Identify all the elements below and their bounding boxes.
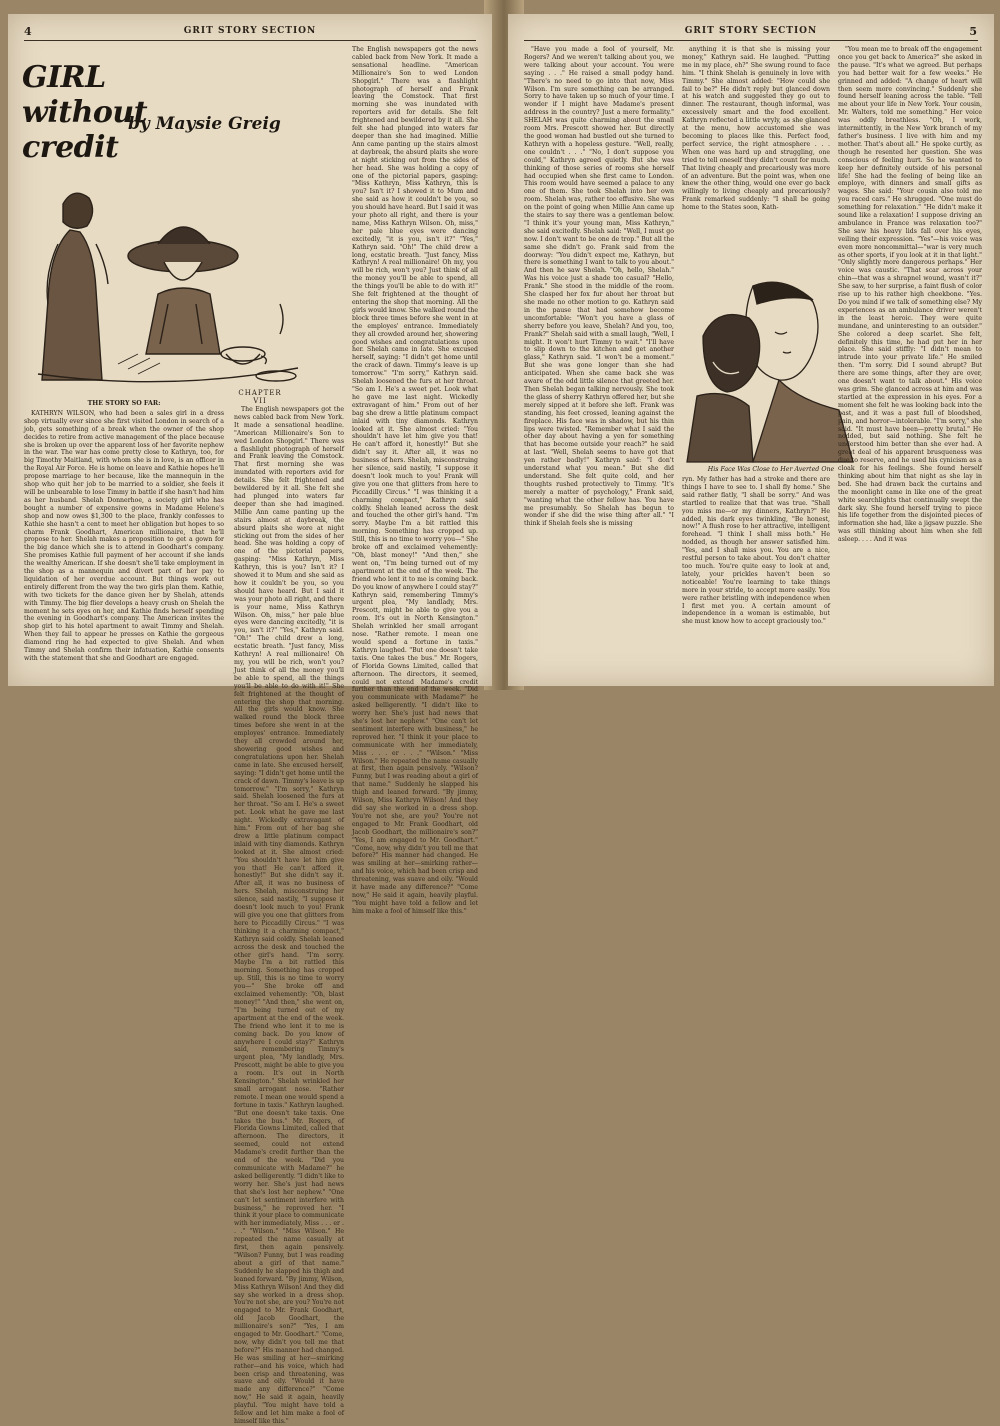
- text-column-left-a: [234, 406, 344, 1425]
- story-title: GIRL without credit: [22, 60, 148, 165]
- right-page-header: [524, 24, 978, 41]
- text-column-right-b: [682, 46, 830, 272]
- page-number: 4: [24, 25, 33, 38]
- story-so-far-column: [24, 398, 224, 680]
- story-illustration: [18, 144, 308, 402]
- couple-illustration: [683, 276, 853, 462]
- text-column-left-b: [352, 46, 478, 915]
- page-number: 5: [969, 25, 978, 38]
- story-text-continued: anything it is that she is missing your money," Kathryn said. He laughed. "Putting me in my place, eh?" She swung round to face him. "I think Shelah is genuinely in love with Timmy." She almost added: "How could she fail to be?" He didn't reply but glanced down at his watch and suggested they go out to dinner. The restaurant, though informal, was excessively smart and the food excellent. Kathryn reflected a little wryly, as she glanced at the menu, how accustomed she was becoming to places like this. Perfect food, perfect service, the right atmosphere . . . When one was hard up and struggling, one tried to tell oneself they didn't count for much. That living cheaply and precariously was more of an adventure. But the point was, when one knew the other thing, would one ever go back willingly to living cheaply and precariously? Frank remarked suddenly: "I shall be going home to the States soon, Kath-: [682, 46, 830, 212]
- chapter-heading: CHAPTER VII: [238, 389, 282, 405]
- story-so-far-heading: THE STORY SO FAR:: [87, 400, 161, 407]
- text-column-right-d: [838, 46, 982, 680]
- left-page-header: [24, 24, 476, 41]
- story-text-lower: ryn. My father has had a stroke and there are things I have to see to. I shall fly home." She said rather flatly, "I shall be sorry." And was startled to realize that that was true. "Shall you miss me—or my dinners, Kathryn?" He added, his dark eyes twinkling, "Be honest, now!" A flush rose to her attractive, intelligent forehead. "I think I shall miss both." He nodded, as though her answer satisfied him. "Yes, and I shall miss you. You are a nice, restful person to take about. You don't chatter too much. You're quite easy to look at and, lately, your prickles haven't been so noticeable! You're learning to take things more in your stride, to accept more easily. You were rather bristling with independence when I first met you. A certain amount of independence in a woman is estimable, but she must know how to accept graciously too.": [682, 476, 830, 626]
- story-text: "Have you made a fool of yourself, Mr. Rogers? And we weren't talking about you, we were talking about your account. You were saying . . ." He raised a small podgy hand. "There's no need to go into that now, Miss Wilson. I'm sure something can be arranged. Sorry to have taken up so much of your time. I wonder if I might have Madame's present address in the country? Just a mere formality." SHELAH was quite charming about the small room Mrs. Prescott showed her. But directly the good woman had bustled out she turned to Kathryn with a hopeless gesture. "Well, really, one couldn't . . ." "No, I don't suppose you could," Kathryn agreed quietly. But she was thinking of those series of rooms she herself had occupied when she first came to London. This room would have seemed a palace to any one of them. She took Shelah into her own room. Shelah was, rather too effusive. She was on the point of going when Millie Ann came up the stairs to say there was a gentleman below. "I think it's your young man, Miss Kathryn," she said excitedly. Shelah said: "Well, I must go now. I don't want to be one de trop." But all the same she didn't go. Frank said from the doorway: "You didn't expect me, Kathryn, but there is something I want to talk to you about." And then he saw Shelah. "Oh, hello, Shelah." Was his voice just a shade too casual? "Hello, Frank." She stood in the middle of the room. She clasped her fox fur about her throat but she made no other motion to go. Kathryn said in the pause that had somehow become uncomfortable: "Won't you have a glass of sherry before you leave, Shelah? And you, too, Frank?" Shelah said with a small laugh, "Well, I might. It won't hurt Timmy to wait." "I'll have to slip down to the kitchen and get another glass," Kathryn said. "I won't be a moment." But she was gone longer than she had anticipated. When she came back she was aware of the odd little silence that greeted her. Then Shelah began talking nervously. She took the glass of sherry Kathryn offered her, but she merely sipped at it before she left. Frank was standing, his feet crossed, leaning against the fireplace. His face was in shadow, but his thin lips were twisted. "Remember what I said the other day about having a yen for something that has become outside your reach?" he said at last. "Well, Shelah seems to have got that yen rather badly!" Kathryn said: "I don't understand what you mean." But she did understand. She felt quite cold, and her thoughts rushed protectively to Timmy. "It's merely a matter of psychology," Frank said, "wanting what the other fellow has. You have me presumably. So Shelah has begun to wonder if she did the wise thing after all." "I think if Shelah feels she is missing: [524, 46, 674, 528]
- story-text-final: "You mean me to break off the engagement once you get back to America?" she asked in the pause. "It's what we agreed. But perhaps you had better wait for a few weeks." He grinned and added: "A change of heart will then seem more convincing." Suddenly she found herself leaning across the table. "Tell me about your life in New York. Your cousin, Mr. Walters, told me something." Her voice was oddly breathless. "Oh, I work, intermittently, in the New York branch of my father's business. I live with him and my mother. That's about all." He spoke curtly, as though he resented her question. She was conscious of feeling hurt. So he wanted to keep her definitely outside of his personal life! She had the feeling of being like an employe, with dinners and small gifts as wages. She said: "Your cousin also told me you raced cars." He shrugged. "One must do something for relaxation." "He didn't make it sound like a relaxation! I suppose driving an ambulance in France was relaxation too?" She saw his heavy lids fall over his eyes, veiling their expression. "Yes"—his voice was even more noncommittal—"war is very much as other sports, if you look at it in that light." "Only slightly more dangerous perhaps." Her voice was caustic. "That scar across your chin—that was a shrapnel wound, wasn't it?" She saw, to her surprise, a faint flush of color rise up to his rather high cheekbone. "Yes. Do you mind if we talk of something else? My experiences as an ambulance driver weren't in the least heroic. They were quite mundane, and uninteresting to an outsider." She colored a deep scarlet. She felt, definitely this time, he had put her in her place. She said stiffly: "I didn't mean to intrude into your private life." He smiled then. "I'm sorry. Did I sound abrupt? But there are some things, after they are over, one doesn't want to talk about." His voice was grim. She glanced across at him and was startled at the expression in his eyes. For a moment she felt he was looking back into the past, and it was a past full of bloodshed, pain, and horror—intolerable. "I'm sorry," she said. "It must have been—pretty brutal." He nodded, but said nothing. She felt he understood him better than she ever had. A great deal of his apparent brusqueness was due to reserve, and he used his cynicism as a cloak for his feelings. She found herself thinking about him that night as she lay in bed. She had drawn back the curtains and the moonlight came in like one of the great white searchlights that continually swept the dark sky. She found herself trying to piece his life together from the disjointed pieces of information she had, like a jigsaw puzzle. She was still thinking about him when she fell asleep. . . . And it was: [838, 46, 982, 544]
- story-byline: by Maysie Greig: [128, 114, 281, 134]
- text-column-right-a: [524, 46, 674, 680]
- chapter-text: The English newspapers got the news cabled back from New York. It made a sensational headline. "American Millionaire's Son to wed London Shopgirl." There was a flashlight photograph of herself and Frank leaving the Comstock. That first morning she was inundated with reporters avid for details. She felt frightened and bewildered by it all. She felt she had plunged into waters far deeper than she had imagined. Millie Ann came panting up the stairs almost at daybreak, the absurd plaits she wore at night sticking out from the sides of her head. She was holding a copy of one of the pictorial papers, gasping: "Miss Kathryn, Miss Kathryn, this is you? Isn't it? I showed it to Mum and she said as how it couldn't be you, so you should have heard. But I said it was your photo all right, and there is your name, Miss Kathryn Wilson. Oh, miss," her pale blue eyes were dancing excitedly, "it is you, isn't it?" "Yes," Kathryn said. "Oh!" The child drew a long, ecstatic breath. "Just fancy, Miss Kathryn! A real millionaire! Oh my, you will be rich, won't you? Just think of all the money you'll be able to spend, all the things you'll be able to do with it!" She felt frightened at the thought of entering the shop that morning. All the girls would know. She walked round the block three times before she went in at the employes' entrance. Immediately they all crowded around her, showering good wishes and congratulations upon her. Shelah came in late. She excused herself, saying: "I didn't get home until the crack of dawn. Timmy's leave is up tomorrow." "I'm sorry," Kathryn said. Shelah loosened the furs at her throat. "So am I. He's a sweet pet. Look what he gave me last night. Wickedly extravagant of him." From out of her bag she drew a little platinum compact inlaid with tiny diamonds. Kathryn looked at it. She almost cried: "You shouldn't have let him give you that! He can't afford it, honestly!" But she didn't say it. After all, it was no business of hers. Shelah, misconstruing her silence, said nastily, "I suppose it doesn't look much to you! Frank will give you one that glitters from here to Piccadilly Circus." "I was thinking it a charming compact," Kathryn said coldly. Shelah leaned across the desk and touched the other girl's hand. "I'm sorry. Maybe I'm a bit rattled this morning. Something has cropped up. Still, this is no time to worry you—" She broke off and exclaimed vehemently: "Oh, blast money!" "And then," she went on, "I'm being turned out of my apartment at the end of the week. The friend who lent it to me is coming back. Do you know of anywhere I could stay?" Kathryn said, remembering Timmy's urgent plea, "My landlady, Mrs. Prescott, might be able to give you a room. It's out in North Kensington." Shelah wrinkled her small arrogant nose. "Rather remote. I mean one would spend a fortune in taxis." Kathryn laughed. "But one doesn't take taxis. One takes the bus." Mr. Rogers, of Florida Gowns Limited, called that afternoon. The directors, it seemed, could not extend Madame's credit further than the end of the week. "Did you communicate with Madame?" he asked belligerently. "I didn't like to worry her. She's just had news that she's lost her nephew." "One can't let sentiment interfere with business," he reproved her. "I think it your place to communicate with her immediately, Miss . . . er . . ." "Wilson." "Miss Wilson." He repeated the name casually at first, then again pensively. "Wilson? Funny, but I was reading about a girl of that name." Suddenly he slapped his thigh and leaned forward. "By jimmy, Wilson, Miss Kathryn Wilson! And they did say she worked in a dress shop. You're not she, are you? You're not engaged to Mr. Frank Goodhart, old Jacob Goodhart, the millionaire's son?" "Yes, I am engaged to Mr. Goodhart." "Come, now, why didn't you tell me that before?" His manner had changed. He was smiling at her—smirking rather—and his voice, which had been crisp and threatening, was suave and oily. "Would it have made any difference?" "Come now," He said it again, heavily playful. "You might have told a fellow and let him make a fool of himself like this.": [234, 406, 344, 1425]
- section-title: GRIT STORY SECTION: [684, 26, 818, 36]
- left-page: [8, 14, 492, 1425]
- right-page: [508, 14, 994, 686]
- chapter-text-continued: The English newspapers got the news cabled back from New York. It made a sensational headline. "American Millionaire's Son to wed London Shopgirl." There was a flashlight photograph of herself and Frank leaving the Comstock. That first morning she was inundated with reporters avid for details. She felt frightened and bewildered by it all. She felt she had plunged into waters far deeper than she had imagined. Millie Ann came panting up the stairs almost at daybreak, the absurd plaits she wore at night sticking out from the sides of her head. She was holding a copy of one of the pictorial papers, gasping: "Miss Kathryn, Miss Kathryn, this is you? Isn't it? I showed it to Mum and she said as how it couldn't be you, so you should have heard. But I said it was your photo all right, and there is your name, Miss Kathryn Wilson. Oh, miss," her pale blue eyes were dancing excitedly, "it is you, isn't it?" "Yes," Kathryn said. "Oh!" The child drew a long, ecstatic breath. "Just fancy, Miss Kathryn! A real millionaire! Oh my, you will be rich, won't you? Just think of all the money you'll be able to spend, all the things you'll be able to do with it!" She felt frightened at the thought of entering the shop that morning. All the girls would know. She walked round the block three times before she went in at the employes' entrance. Immediately they all crowded around her, showering good wishes and congratulations upon her. Shelah came in late. She excused herself, saying: "I didn't get home until the crack of dawn. Timmy's leave is up tomorrow." "I'm sorry," Kathryn said. Shelah loosened the furs at her throat. "So am I. He's a sweet pet. Look what he gave me last night. Wickedly extravagant of him." From out of her bag she drew a little platinum compact inlaid with tiny diamonds. Kathryn looked at it. She almost cried: "You shouldn't have let him give you that! He can't afford it, honestly!" But she didn't say it. After all, it was no business of hers. Shelah, misconstruing her silence, said nastily, "I suppose it doesn't look much to you! Frank will give you one that glitters from here to Piccadilly Circus." "I was thinking it a charming compact," Kathryn said coldly. Shelah leaned across the desk and touched the other girl's hand. "I'm sorry. Maybe I'm a bit rattled this morning. Something has cropped up. Still, this is no time to worry you—" She broke off and exclaimed vehemently: "Oh, blast money!" "And then," she went on, "I'm being turned out of my apartment at the end of the week. The friend who lent it to me is coming back. Do you know of anywhere I could stay?" Kathryn said, remembering Timmy's urgent plea, "My landlady, Mrs. Prescott, might be able to give you a room. It's out in North Kensington." Shelah wrinkled her small arrogant nose. "Rather remote. I mean one would spend a fortune in taxis." Kathryn laughed. "But one doesn't take taxis. One takes the bus." Mr. Rogers, of Florida Gowns Limited, called that afternoon. The directors, it seemed, could not extend Madame's credit further than the end of the week. "Did you communicate with Madame?" he asked belligerently. "I didn't like to worry her. She's just had news that she's lost her nephew." "One can't let sentiment interfere with business," he reproved her. "I think it your place to communicate with her immediately, Miss . . . er . . ." "Wilson." "Miss Wilson." He repeated the name casually at first, then again pensively. "Wilson? Funny, but I was reading about a girl of that name." Suddenly he slapped his thigh and leaned forward. "By jimmy, Wilson, Miss Kathryn Wilson! And they did say she worked in a dress shop. You're not she, are you? You're not engaged to Mr. Frank Goodhart, old Jacob Goodhart, the millionaire's son?" "Yes, I am engaged to Mr. Goodhart." "Come, now, why didn't you tell me that before?" His manner had changed. He was smiling at her—smirking rather—and his voice, which had been crisp and threatening, was suave and oily. "Would it have made any difference?" "Come now," He said it again, heavily playful. "You might have told a fellow and let him make a fool of himself like this.": [352, 46, 478, 915]
- section-title: GRIT STORY SECTION: [183, 26, 317, 36]
- story-so-far-text: KATHRYN WILSON, who had been a sales girl in a dress shop virtually ever since she first visited London in search of a job, gets something of a break when the owner of the shop decides to retire from active management of the place because she is broken up over the apparent loss of her favorite nephew in the war. The war has come pretty close to Kathryn, too, for big Timothy Maitland, with whom she is in love, is an officer in the Royal Air Force. He is home on leave and Kathie hopes he'll propose marriage to her because, like the mannequin in the shop who quit her job to be married to a soldier, she feels it will be unbearable to lose Timmy in battle if she hasn't had him as her husband. Shelah Donnerhoe, a society girl who has bought a number of expensive gowns in Madame Helene's shop and now owes $1,300 to the place, frankly confesses to Kathie she hasn't a cent to meet her obligation but hopes to so charm Frank Goodhart, American millionaire, that he'll propose to her. Shelah makes a proposition to get a gown for the big dance which she is to attend in Goodhart's company. She promises Kathie full payment of her account if she lands the wealthy American. If she doesn't she'll take employment in the shop as a mannequin and divert part of her pay to liquidation of her overdue account. But things work out entirely different from the way the two girls plan them. Kathie, with two tickets for the dance given her by Shelah, attends with Timmy. The big flier develops a heavy crush on Shelah the moment he sets eyes on her, and Kathie finds herself spending the evening in Goodhart's company. The American invites the shop girl to his hotel apartment to await Timmy and Shelah. When they fail to appear he presses on Kathie the gorgeous diamond ring he had expected to give Shelah. And when Timmy and Shelah confirm their infatuation, Kathie consents with the statement that she and Goodhart are engaged.: [24, 409, 224, 662]
- text-column-right-c: [682, 476, 830, 680]
- illustration-caption: His Face Was Close to Her Averted One: [707, 466, 835, 473]
